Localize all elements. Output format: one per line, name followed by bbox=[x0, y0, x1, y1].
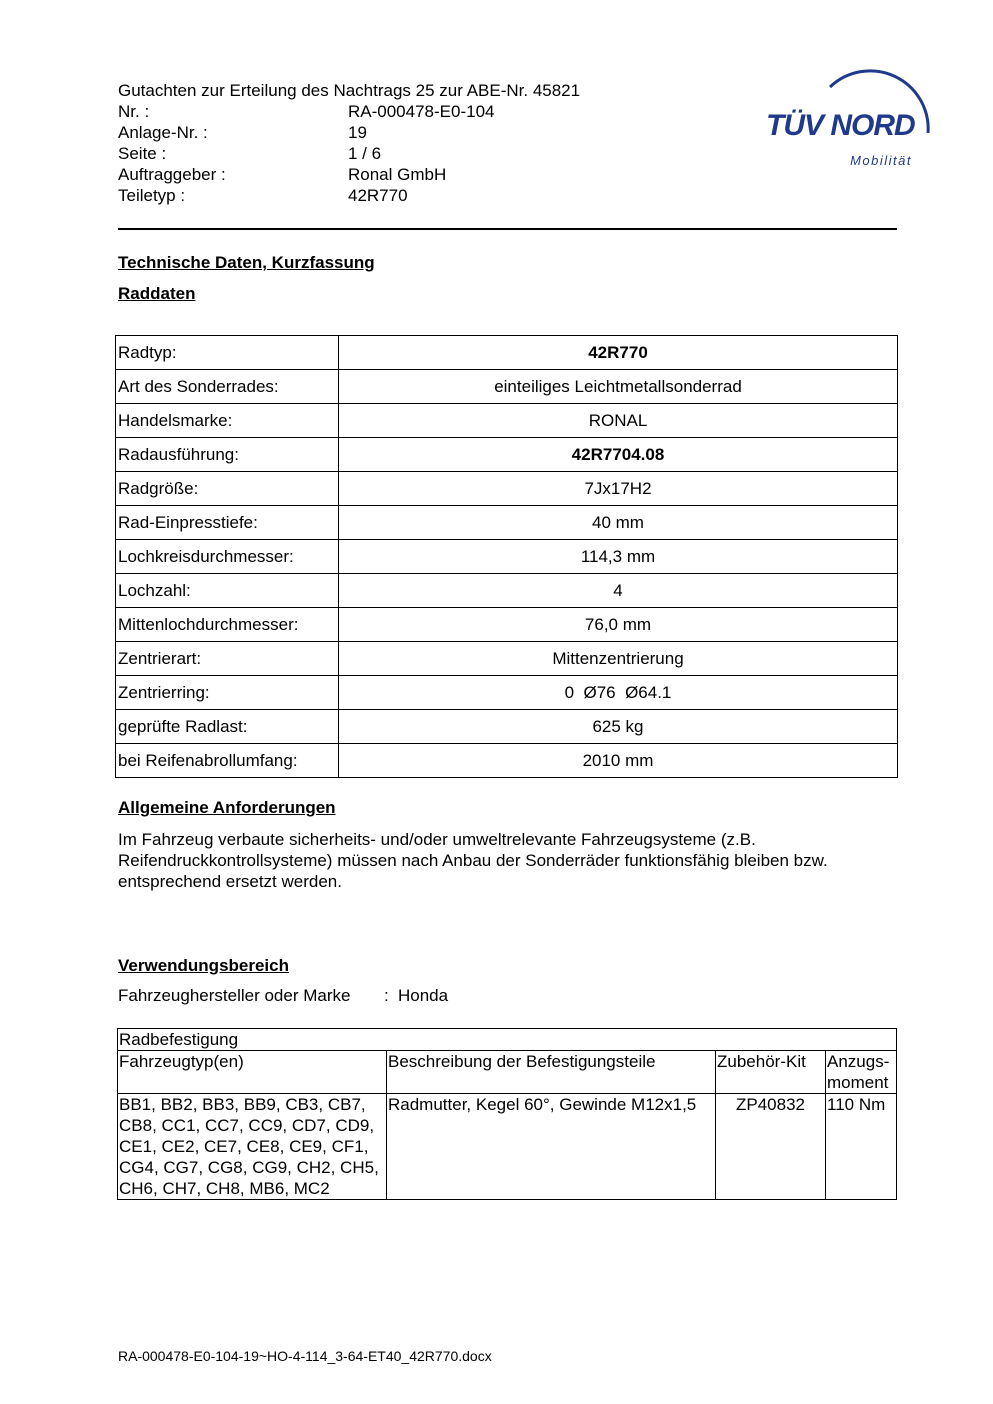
section-technische-daten: Technische Daten, Kurzfassung bbox=[118, 253, 375, 272]
header-value: 1 / 6 bbox=[348, 144, 382, 163]
table-key: Mittenlochdurchmesser: bbox=[116, 608, 339, 642]
document-title: Gutachten zur Erteilung des Nachtrags 25 zur ABE-Nr. 45821 bbox=[118, 81, 581, 100]
table-value: RONAL bbox=[339, 404, 898, 438]
table-key: Radgröße: bbox=[116, 472, 339, 506]
maker-value: Honda bbox=[398, 986, 449, 1005]
header-value: 19 bbox=[348, 123, 367, 142]
table-row bbox=[116, 336, 898, 370]
header-value: Ronal GmbH bbox=[348, 165, 447, 184]
header-label: Nr. : bbox=[118, 102, 150, 121]
cell-beschreibung: Radmutter, Kegel 60°, Gewinde M12x1,5 bbox=[387, 1094, 716, 1200]
table-caption-row bbox=[118, 1029, 897, 1051]
header-divider bbox=[118, 228, 897, 230]
table-value: 42R7704.08 bbox=[339, 438, 898, 472]
table-key: Zentrierart: bbox=[116, 642, 339, 676]
table-key: Rad-Einpresstiefe: bbox=[116, 506, 339, 540]
table-key: Art des Sonderrades: bbox=[116, 370, 339, 404]
raddaten-table bbox=[115, 335, 898, 778]
logo-subtitle: Mobilität bbox=[850, 153, 912, 168]
section-verwendungsbereich: Verwendungsbereich bbox=[118, 956, 289, 975]
table-key: Handelsmarke: bbox=[116, 404, 339, 438]
header-label: Auftraggeber : bbox=[118, 165, 226, 184]
header-row-nr bbox=[118, 101, 638, 122]
table-row bbox=[116, 472, 898, 506]
table-row bbox=[116, 744, 898, 778]
table-value: 2010 mm bbox=[339, 744, 898, 778]
table-row bbox=[116, 676, 898, 710]
cell-zubehoer-kit: ZP40832 bbox=[716, 1094, 826, 1200]
table-value: 0 Ø76 Ø64.1 bbox=[339, 676, 898, 710]
maker-colon: : bbox=[384, 986, 389, 1005]
table-row bbox=[116, 540, 898, 574]
table-value: Mittenzentrierung bbox=[339, 642, 898, 676]
header-beschreibung: Beschreibung der Befestigungsteile bbox=[387, 1051, 716, 1094]
table-key: Zentrierring: bbox=[116, 676, 339, 710]
header-row-anlage bbox=[118, 122, 638, 143]
maker-line bbox=[118, 986, 449, 1006]
header-value: RA-000478-E0-104 bbox=[348, 102, 495, 121]
section-allgemeine-anforderungen: Allgemeine Anforderungen bbox=[118, 798, 336, 817]
table-header-row bbox=[118, 1051, 897, 1094]
header-label: Seite : bbox=[118, 144, 167, 163]
section-raddaten: Raddaten bbox=[118, 284, 196, 303]
table-row bbox=[116, 710, 898, 744]
header-zubehoer-kit: Zubehör-Kit bbox=[716, 1051, 826, 1094]
cell-anzugsmoment: 110 Nm bbox=[826, 1094, 897, 1200]
table-row bbox=[116, 574, 898, 608]
table-value: 4 bbox=[339, 574, 898, 608]
table-key: geprüfte Radlast: bbox=[116, 710, 339, 744]
table-value: 42R770 bbox=[339, 336, 898, 370]
header-label: Anlage-Nr. : bbox=[118, 123, 208, 142]
logo-brand: TÜV NORD bbox=[766, 109, 915, 142]
logo-arc-icon bbox=[760, 55, 945, 170]
table-row bbox=[116, 404, 898, 438]
footer-filename: RA-000478-E0-104-19~HO-4-114_3-64-ET40_42R770.docx bbox=[118, 1348, 492, 1364]
header-fahrzeugtypen: Fahrzeugtyp(en) bbox=[118, 1051, 387, 1094]
table-value: 114,3 mm bbox=[339, 540, 898, 574]
header-label: Teiletyp : bbox=[118, 186, 186, 205]
table-row bbox=[116, 438, 898, 472]
table-value: 76,0 mm bbox=[339, 608, 898, 642]
table-key: Lochkreisdurchmesser: bbox=[116, 540, 339, 574]
header-row-teiletyp bbox=[118, 185, 638, 206]
table-row bbox=[116, 506, 898, 540]
header-row-auftraggeber bbox=[118, 164, 638, 185]
table-value: 7Jx17H2 bbox=[339, 472, 898, 506]
header-anzugsmoment: Anzugs-moment bbox=[826, 1051, 897, 1094]
table-key: Radtyp: bbox=[116, 336, 339, 370]
table-row bbox=[118, 1094, 897, 1200]
table-value: einteiliges Leichtmetallsonderrad bbox=[339, 370, 898, 404]
cell-fahrzeugtypen: BB1, BB2, BB3, BB9, CB3, CB7, CB8, CC1, CC7, CC9, CD7, CD9, CE1, CE2, CE7, CE8, CE9, CF1, CG4, CG7, CG8, CG9, CH2, CH5, CH6, CH7, CH8, MB6, MC2 bbox=[118, 1094, 387, 1200]
radbefestigung-table bbox=[117, 1028, 897, 1200]
table-caption: Radbefestigung bbox=[118, 1029, 897, 1051]
table-row bbox=[116, 642, 898, 676]
header-value: 42R770 bbox=[348, 186, 408, 205]
table-row bbox=[116, 608, 898, 642]
header-row-seite bbox=[118, 143, 638, 164]
table-key: Radausführung: bbox=[116, 438, 339, 472]
table-value: 625 kg bbox=[339, 710, 898, 744]
table-key: bei Reifenabrollumfang: bbox=[116, 744, 339, 778]
table-value: 40 mm bbox=[339, 506, 898, 540]
tuv-nord-logo bbox=[760, 55, 945, 170]
maker-label: Fahrzeughersteller oder Marke bbox=[118, 986, 351, 1005]
allgemein-paragraph: Im Fahrzeug verbaute sicherheits- und/oder umweltrelevante Fahrzeugsysteme (z.B. Reifendruckkontrollsysteme) müssen nach Anbau der Sonderräder funktionsfähig bleiben bzw. entsprechend ersetzt werden. bbox=[118, 830, 828, 891]
table-key: Lochzahl: bbox=[116, 574, 339, 608]
table-row bbox=[116, 370, 898, 404]
